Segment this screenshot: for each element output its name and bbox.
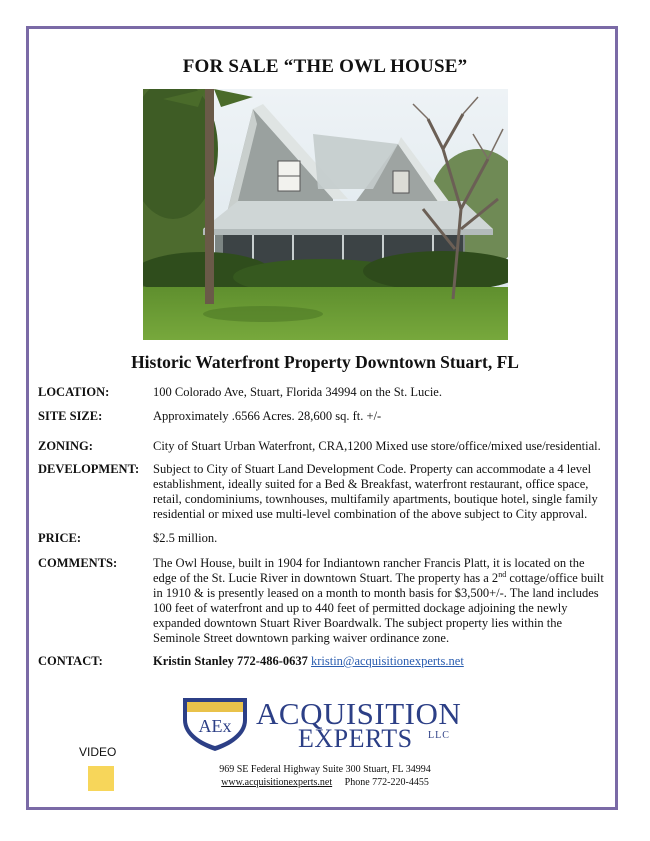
shield-icon (180, 694, 250, 752)
logo-wordmark-line2: EXPERTS (298, 724, 413, 753)
detail-label: PRICE: (38, 531, 82, 545)
contact-email-link[interactable]: kristin@acquisitionexperts.net (310, 654, 464, 668)
footer-contact-line (0, 776, 650, 789)
detail-value: Approximately .6566 Acres. 28,600 sq. ft. +/- (153, 409, 382, 423)
footer-phone: Phone 772-220-4455 (344, 777, 429, 788)
detail-label: LOCATION: (38, 385, 110, 399)
logo-llc: LLC (428, 730, 450, 741)
comments-text: The Owl House, built in 1904 for Indiantown rancher Francis Platt, it is located on the edge of the St. Lucie River in downtown Stuart. The property has a 2nd cottage/office built in 1910 & is presently leased on a month to month basis for $3,500+/-. The land includes 100 feet of waterfront and up to 440 feet of permitted dockage adjoining the newly expanded downtown Stuart River Boardwalk. The subject property lies within the Seminole Street downtown parking waiver ordinance zone. (153, 556, 604, 645)
website-link[interactable]: www.acquisitionexperts.net (221, 777, 333, 788)
logo-wordmark-line1: ACQUISITION (256, 696, 462, 731)
detail-value: $2.5 million. (153, 531, 218, 545)
detail-value: 100 Colorado Ave, Stuart, Florida 34994 on the St. Lucie. (153, 385, 442, 399)
detail-label: COMMENTS: (38, 556, 118, 570)
video-label: VIDEO (79, 745, 117, 759)
detail-label: DEVELOPMENT: (38, 462, 140, 476)
svg-text:AEx: AEx (198, 716, 232, 736)
property-headline: Historic Waterfront Property Downtown Stuart, FL (131, 352, 519, 372)
detail-label: ZONING: (38, 439, 93, 453)
detail-label: CONTACT: (38, 654, 103, 668)
footer-address-block (0, 763, 650, 789)
detail-value: City of Stuart Urban Waterfront, CRA,1200 Mixed use store/office/mixed use/residential. (153, 439, 601, 453)
company-logo (180, 694, 480, 754)
footer-address: 969 SE Federal Highway Suite 300 Stuart, FL 34994 (219, 764, 431, 775)
page-title: FOR SALE “THE OWL HOUSE” (182, 56, 468, 77)
property-photo (143, 89, 508, 340)
detail-value: Subject to City of Stuart Land Development Code. Property can accommodate a 4 level establishment, ideally suited for a Bed & Breakfast, waterfront restaurant, office space, retail, condominiums, townhouses, multifamily apartments, boutique hotel, single family residential or mixed use multi-level combination of the above subject to City approval. (153, 462, 598, 521)
contact-value (153, 654, 608, 669)
detail-label: SITE SIZE: (38, 409, 103, 423)
contact-name: Kristin Stanley 772-486-0637 (153, 654, 308, 668)
